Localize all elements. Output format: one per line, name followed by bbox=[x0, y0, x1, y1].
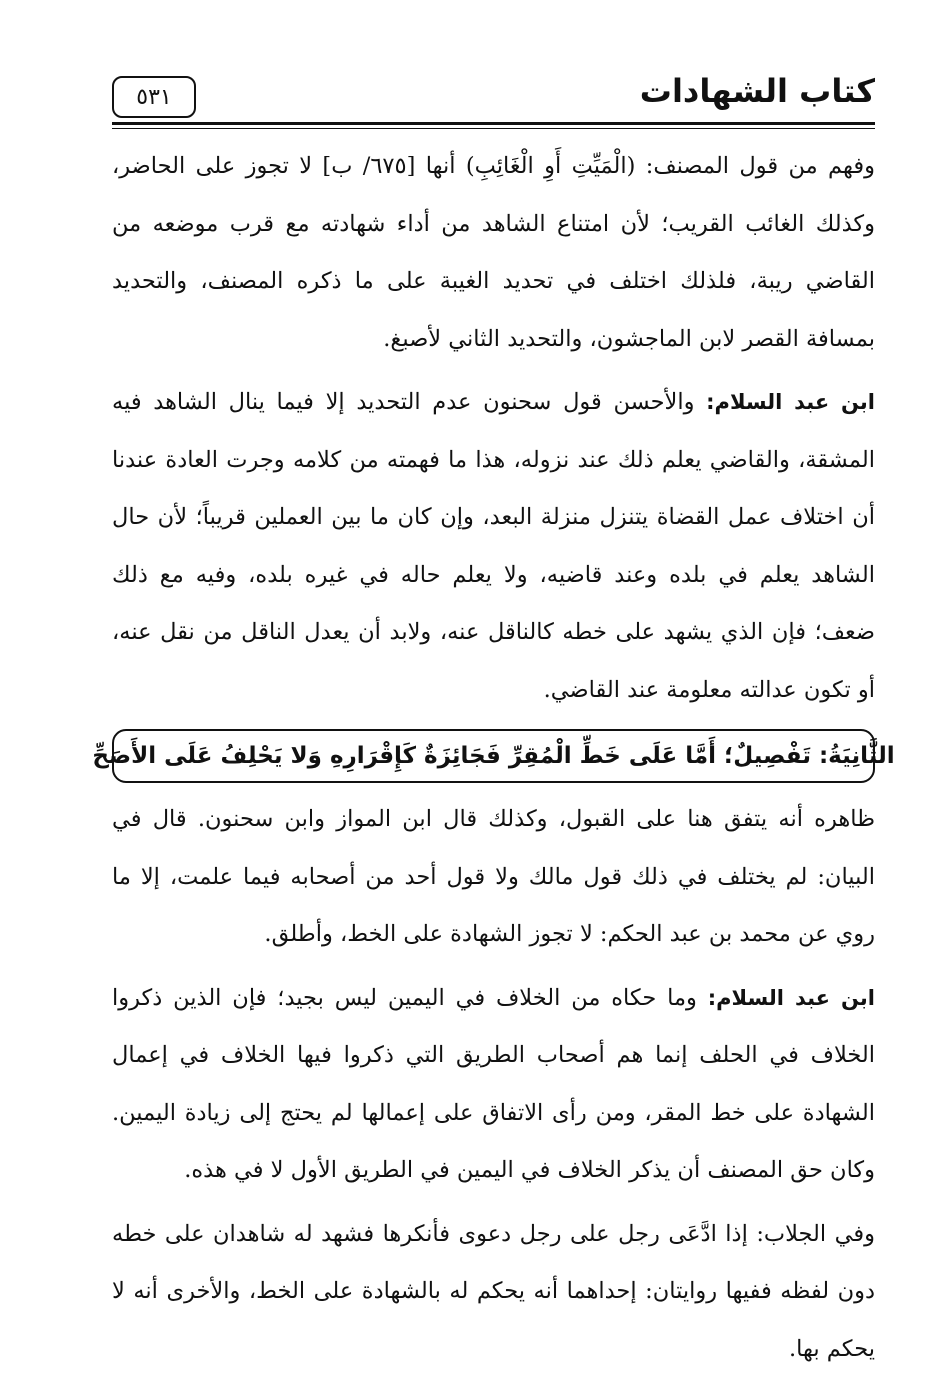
section-heading: الثَّانِيَةُ: تَفْصِيلٌ؛ أَمَّا عَلَى خَطِّ الْمُقِرِّ فَجَائِزَةٌ كَإِقْرَارِهِ وَلا يَحْلِفُ عَلَى الأَصَحِّ bbox=[92, 731, 894, 781]
paragraph-text: وفهم من قول المصنف: (الْمَيِّتِ أَوِ الْغَائِبِ) أنها [٦٧٥/ ب] لا تجوز على الحاضر، وكذلك الغائب القريب؛ لأن امتناع الشاهد من أداء شهادته مع قرب موضعه من القاضي ريبة، فلذلك اختلف في تحديد الغيبة على ما ذكره المصنف، والتحديد بمسافة القصر لابن الماجشون، والتحديد الثاني لأصبغ. bbox=[112, 153, 875, 352]
header-rule bbox=[112, 122, 875, 125]
page-header bbox=[112, 60, 875, 126]
paragraph-2 bbox=[112, 374, 875, 719]
header-rule-thin bbox=[112, 128, 875, 129]
page-number-box bbox=[112, 76, 196, 118]
section-heading-box bbox=[112, 729, 875, 783]
paragraph-text: وفي الجلاب: إذا ادَّعَى رجل على رجل دعوى فأنكرها فشهد له شاهدان على خطه دون لفظه ففيها روايتان: إحداهما أنه يحكم له بالشهادة على الخط، والأخرى أنه لا يحكم بها. bbox=[112, 1221, 875, 1362]
paragraph-1 bbox=[112, 138, 875, 368]
paragraph-4 bbox=[112, 970, 875, 1200]
paragraph-text: ظاهره أنه يتفق هنا على القبول، وكذلك قال ابن المواز وابن سحنون. قال في البيان: لم يختلف في ذلك قول مالك ولا قول أحد من أصحابه فيما علمت، إلا ما روي عن محمد بن عبد الحكم: لا تجوز الشهادة على الخط، وأطلق. bbox=[112, 806, 875, 947]
paragraph-lead: ابن عبد السلام: bbox=[706, 390, 875, 414]
book-title: كتاب الشهادات bbox=[640, 72, 875, 110]
page-body bbox=[112, 138, 875, 1378]
paragraph-lead: ابن عبد السلام: bbox=[708, 986, 875, 1010]
paragraph-text: والأحسن قول سحنون عدم التحديد إلا فيما ينال الشاهد فيه المشقة، والقاضي يعلم ذلك عند نزوله، هذا ما فهمته من كلامه وجرت العادة عندنا أن اختلاف عمل القضاة يتنزل منزلة البعد، وإن كان ما بين العملين قريباً؛ لأن حال الشاهد يعلم في بلده وعند قاضيه، ولا يعلم حاله في غيره بلده، وفيه مع ذلك ضعف؛ فإن الذي يشهد على خطه كالناقل عنه، ولابد أن يعدل الناقل من نقل عنه، أو تكون عدالته معلومة عند القاضي. bbox=[112, 389, 875, 703]
page-number: ٥٣١ bbox=[136, 85, 171, 110]
paragraph-text: وما حكاه من الخلاف في اليمين ليس بجيد؛ فإن الذين ذكروا الخلاف في الحلف إنما هم أصحاب الطريق التي ذكروا فيها الخلاف في إعمال الشهادة على خط المقر، ومن رأى الاتفاق على إعمالها لم يحتج إلى زيادة اليمين. وكان حق المصنف أن يذكر الخلاف في اليمين في الطريق الأول لا في هذه. bbox=[112, 985, 875, 1184]
paragraph-3 bbox=[112, 791, 875, 964]
paragraph-5 bbox=[112, 1206, 875, 1378]
